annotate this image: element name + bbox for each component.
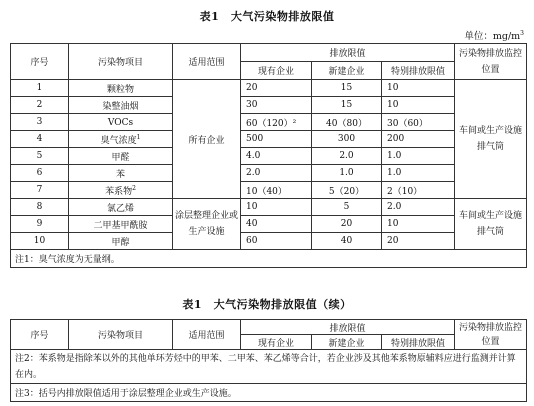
table2-title: 表1 大气污染物排放限值（续） [182, 298, 352, 311]
seq-cell: 2 [11, 97, 69, 114]
emission-limits-table [10, 43, 527, 268]
existing-cell: 30 [241, 97, 312, 114]
header-pollutant: 污染物项目 [69, 44, 173, 80]
header-new: 新建企业 [312, 335, 382, 350]
special-cell: 30（60） [382, 114, 455, 131]
seq-cell: 10 [11, 233, 69, 250]
pollutant-cell: 臭气浓度$^1$ [69, 131, 173, 148]
new-cell: 2.0 [312, 148, 382, 165]
pollutant-cell: VOCs [69, 114, 173, 131]
seq-cell: 5 [11, 148, 69, 165]
special-cell: 20 [382, 233, 455, 250]
existing-cell: 40 [241, 216, 312, 233]
existing-cell: 10（40） [241, 182, 312, 199]
special-cell: 1.0 [382, 148, 455, 165]
table-row [11, 148, 527, 165]
special-cell: 200 [382, 131, 455, 148]
note-3: 注3：括号内排放限值适用于涂层整理企业或生产设施。 [11, 384, 527, 402]
special-cell: 2（10） [382, 182, 455, 199]
table-row [11, 80, 527, 97]
header-existing: 现有企业 [241, 335, 312, 350]
existing-cell: 60（120）² [241, 114, 312, 131]
pollutant-cell: 氯乙烯 [69, 199, 173, 216]
new-cell: 5（20） [312, 182, 382, 199]
table-row [11, 216, 527, 233]
special-cell: 10 [382, 97, 455, 114]
seq-cell: 3 [11, 114, 69, 131]
pollutant-cell: 苯系物$^2$ [69, 182, 173, 199]
header-new: 新建企业 [312, 62, 382, 80]
existing-cell: 10 [241, 199, 312, 216]
new-cell: 5 [312, 199, 382, 216]
seq-cell: 9 [11, 216, 69, 233]
header-seq: 序号 [11, 320, 69, 350]
emission-limits-table-continued [10, 319, 527, 402]
unit-label: 单位：$mg/m^3$ [464, 29, 524, 42]
note-2: 注2：苯系物是指除苯以外的其他单环芳烃中的甲苯、二甲苯、苯乙烯等合计，若企业涉及其他苯系物原辅料应进行监测并计算在内。 [11, 350, 527, 384]
new-cell: 15 [312, 97, 382, 114]
special-cell: 2.0 [382, 199, 455, 216]
pollutant-cell: 苯 [69, 165, 173, 182]
existing-cell: 4.0 [241, 148, 312, 165]
header-scope: 适用范围 [173, 320, 241, 350]
header-limit-group: 排放限值 [241, 320, 455, 335]
existing-cell: 20 [241, 80, 312, 97]
existing-cell: 60 [241, 233, 312, 250]
special-cell: 10 [382, 80, 455, 97]
header-monitor: 污染物排放监控位置 [455, 320, 527, 350]
new-cell: 300 [312, 131, 382, 148]
new-cell: 1.0 [312, 165, 382, 182]
special-cell: 10 [382, 216, 455, 233]
existing-cell: 2.0 [241, 165, 312, 182]
pollutant-cell: 甲醇 [69, 233, 173, 250]
seq-cell: 6 [11, 165, 69, 182]
existing-cell: 500 [241, 131, 312, 148]
table-row [11, 114, 527, 131]
new-cell: 40 [312, 233, 382, 250]
header-existing: 现有企业 [241, 62, 312, 80]
table-row [11, 199, 527, 216]
scope-coating-cell: 涂层整理企业或生产设施 [173, 199, 241, 250]
seq-cell: 1 [11, 80, 69, 97]
scope-all-cell: 所有企业 [173, 80, 241, 199]
table-row [11, 165, 527, 182]
monitor-cell-2: 车间或生产设施排气筒 [455, 199, 527, 250]
seq-cell: 7 [11, 182, 69, 199]
pollutant-cell: 染整油烟 [69, 97, 173, 114]
new-cell: 40（80） [312, 114, 382, 131]
header-seq: 序号 [11, 44, 69, 80]
note-1: 注1：臭气浓度为无量纲。 [11, 250, 527, 268]
pollutant-cell: 甲醛 [69, 148, 173, 165]
table-row [11, 182, 527, 199]
header-special: 特别排放限值 [382, 62, 455, 80]
table1-title: 表1 大气污染物排放限值 [199, 10, 335, 23]
header-scope: 适用范围 [173, 44, 241, 80]
table-row [11, 233, 527, 250]
table-row [11, 97, 527, 114]
pollutant-cell: 二甲基甲酰胺 [69, 216, 173, 233]
header-pollutant: 污染物项目 [69, 320, 173, 350]
new-cell: 15 [312, 80, 382, 97]
header-special: 特别排放限值 [382, 335, 455, 350]
monitor-cell-1: 车间或生产设施排气筒 [455, 80, 527, 199]
special-cell: 1.0 [382, 165, 455, 182]
new-cell: 20 [312, 216, 382, 233]
seq-cell: 8 [11, 199, 69, 216]
seq-cell: 4 [11, 131, 69, 148]
header-limit-group: 排放限值 [241, 44, 455, 62]
pollutant-cell: 颗粒物 [69, 80, 173, 97]
header-monitor: 污染物排放监控位置 [455, 44, 527, 80]
table-row [11, 131, 527, 148]
